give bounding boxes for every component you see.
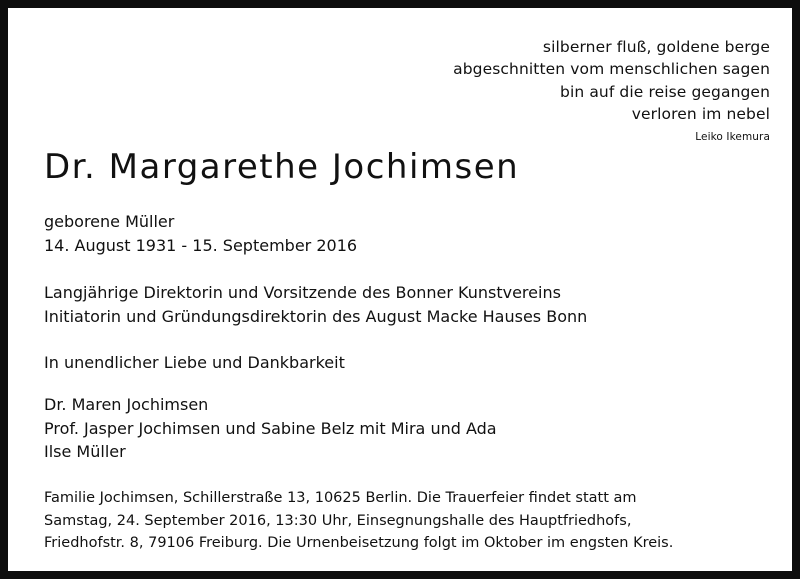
birth-info (44, 210, 357, 257)
mourner: Prof. Jasper Jochimsen und Sabine Belz mit Mira und Ada (44, 418, 497, 438)
roles-block (44, 281, 587, 328)
poem-line: verloren im nebel (631, 104, 770, 123)
role-line: Initiatorin und Gründungsdirektorin des August Macke Hauses Bonn (44, 306, 588, 326)
mourner: Dr. Maren Jochimsen (44, 395, 209, 414)
notice-line: Familie Jochimsen, Schillerstraße 13, 10625 Berlin. Die Trauerfeier findet statt am (44, 490, 637, 506)
poem-line: silberner fluß, goldene berge (542, 38, 770, 56)
poem-quote (453, 36, 770, 145)
poem-author: Leiko Ikemura (695, 131, 770, 144)
role-line: Langjährige Direktorin und Vorsitzende des Bonner Kunstvereins (44, 283, 561, 302)
poem-line: abgeschnitten vom menschlichen sagen (453, 60, 770, 79)
dedication: In unendlicher Liebe und Dankbarkeit (44, 353, 345, 372)
poem-line: bin auf die reise gegangen (560, 82, 770, 101)
notice-line: Samstag, 24. September 2016, 13:30 Uhr, Einsegnungshalle des Hauptfriedhofs, (44, 512, 632, 529)
notice-line: Friedhofstr. 8, 79106 Freiburg. Die Urnenbeisetzung folgt im Oktober im engsten Kreis. (44, 535, 674, 551)
birth-name: geborene Müller (44, 212, 175, 231)
mourners-list (44, 393, 497, 464)
life-dates: 14. August 1931 - 15. September 2016 (44, 235, 358, 255)
funeral-notice (44, 487, 673, 555)
deceased-name: Dr. Margarethe Jochimsen (44, 147, 520, 187)
mourner: Ilse Müller (44, 442, 126, 461)
